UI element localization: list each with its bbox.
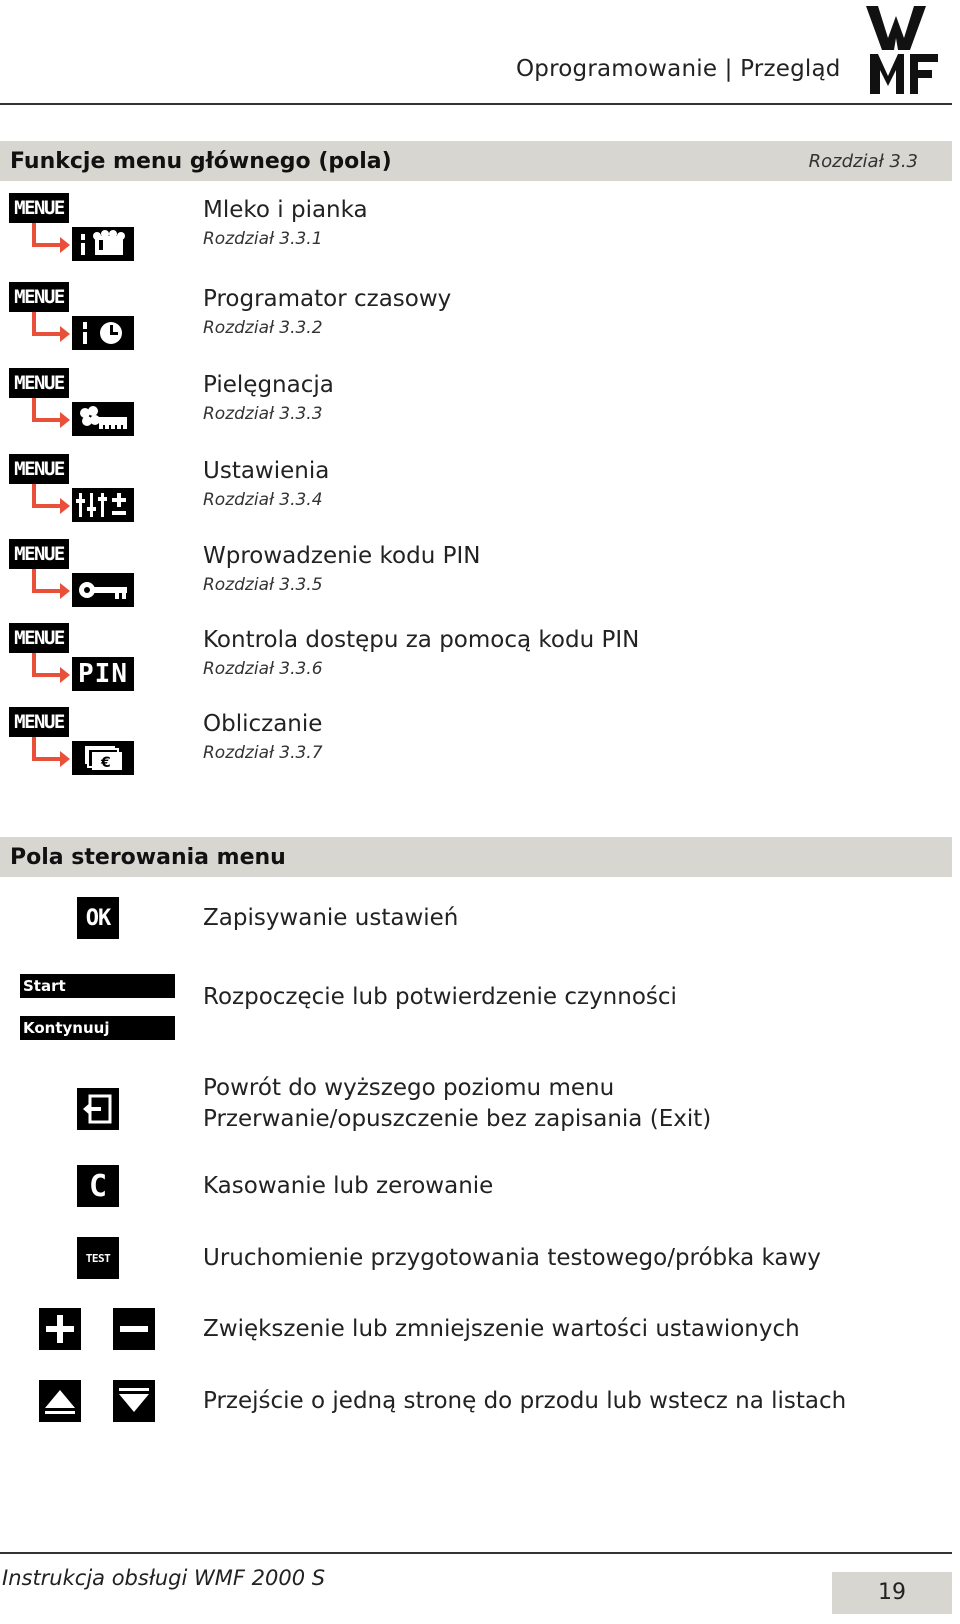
arrow-icon	[30, 312, 70, 348]
test-icon	[77, 1237, 119, 1279]
menu-item-ref: Rozdział 3.3.7	[203, 743, 323, 763]
exit-description: Przerwanie/opuszczenie bez zapisania (Exit)	[203, 1106, 712, 1132]
updown-description: Przejście o jedną stronę do przodu lub wstecz na listach	[203, 1388, 847, 1414]
menu-badge: MENUE	[9, 707, 69, 737]
arrow-icon	[30, 737, 70, 773]
clear-icon-text: C	[88, 1168, 108, 1204]
section-controls-bar	[0, 837, 952, 877]
menu-item-ref: Rozdział 3.3.5	[203, 575, 323, 595]
header-rule	[0, 103, 952, 105]
menu-item-title: Wprowadzenie kodu PIN	[203, 543, 481, 569]
key-icon	[72, 573, 134, 607]
menu-item-title: Obliczanie	[203, 711, 323, 737]
minus-icon	[113, 1308, 155, 1350]
section-main-ref: Rozdział 3.3	[808, 151, 918, 172]
menu-badge: MENUE	[9, 368, 69, 398]
menu-badge: MENUE	[9, 454, 69, 484]
section-controls-title: Pola sterowania menu	[10, 845, 286, 870]
page-number: 19	[832, 1572, 952, 1614]
care-icon	[72, 402, 134, 436]
ok-icon-text: OK	[85, 905, 111, 931]
plusminus-description: Zwiększenie lub zmniejszenie wartości ustawionych	[203, 1316, 800, 1342]
pin-icon-text: PIN	[78, 659, 128, 689]
svg-text:€: €	[101, 755, 111, 771]
pin-icon	[72, 657, 134, 691]
menu-item-ref: Rozdział 3.3.3	[203, 404, 323, 424]
ok-icon	[77, 897, 119, 939]
exit-icon	[77, 1088, 119, 1130]
menu-item-title: Mleko i pianka	[203, 197, 368, 223]
section-main-title: Funkcje menu głównego (pola)	[10, 149, 392, 174]
start-button: Start	[20, 974, 175, 998]
page-up-icon	[39, 1380, 81, 1422]
arrow-icon	[30, 569, 70, 605]
back-description: Powrót do wyższego poziomu menu	[203, 1075, 615, 1101]
timer-icon	[72, 316, 134, 350]
menu-item-ref: Rozdział 3.3.6	[203, 659, 323, 679]
menu-item-ref: Rozdział 3.3.4	[203, 490, 323, 510]
clear-description: Kasowanie lub zerowanie	[203, 1173, 494, 1199]
test-description: Uruchomienie przygotowania testowego/próbka kawy	[203, 1245, 821, 1271]
menu-item-ref: Rozdział 3.3.1	[203, 229, 323, 249]
menu-item-ref: Rozdział 3.3.2	[203, 318, 323, 338]
test-icon-text: TEST	[85, 1251, 111, 1265]
menu-item-title: Programator czasowy	[203, 286, 452, 312]
menu-row-timer	[0, 282, 952, 370]
footer-text: Instrukcja obsługi WMF 2000 S	[2, 1566, 326, 1590]
menu-item-title: Ustawienia	[203, 458, 330, 484]
menu-badge: MENUE	[9, 623, 69, 653]
start-description: Rozpoczęcie lub potwierdzenie czynności	[203, 984, 677, 1010]
page-down-icon	[113, 1380, 155, 1422]
menu-item-title: Kontrola dostępu za pomocą kodu PIN	[203, 627, 640, 653]
menu-row-care	[0, 368, 952, 456]
settings-sliders-icon	[72, 488, 134, 522]
billing-icon	[72, 741, 134, 775]
menu-badge: MENUE	[9, 539, 69, 569]
arrow-icon	[30, 223, 70, 259]
wmf-logo	[866, 4, 942, 96]
menu-badge: MENUE	[9, 193, 69, 223]
menu-row-pin-access	[0, 623, 952, 711]
footer-rule	[0, 1552, 952, 1554]
section-main-bar	[0, 141, 952, 181]
header-title: Oprogramowanie | Przegląd	[516, 56, 841, 82]
menu-badge: MENUE	[9, 282, 69, 312]
clear-icon	[77, 1165, 119, 1207]
menu-row-milk	[0, 193, 952, 281]
menu-row-pin-entry	[0, 539, 952, 627]
continue-button: Kontynuuj	[20, 1016, 175, 1040]
plus-icon	[39, 1308, 81, 1350]
milk-foam-icon	[72, 227, 134, 261]
arrow-icon	[30, 398, 70, 434]
menu-row-settings	[0, 454, 952, 542]
menu-row-billing	[0, 707, 952, 795]
arrow-icon	[30, 653, 70, 689]
ok-description: Zapisywanie ustawień	[203, 905, 459, 931]
menu-item-title: Pielęgnacja	[203, 372, 334, 398]
arrow-icon	[30, 484, 70, 520]
